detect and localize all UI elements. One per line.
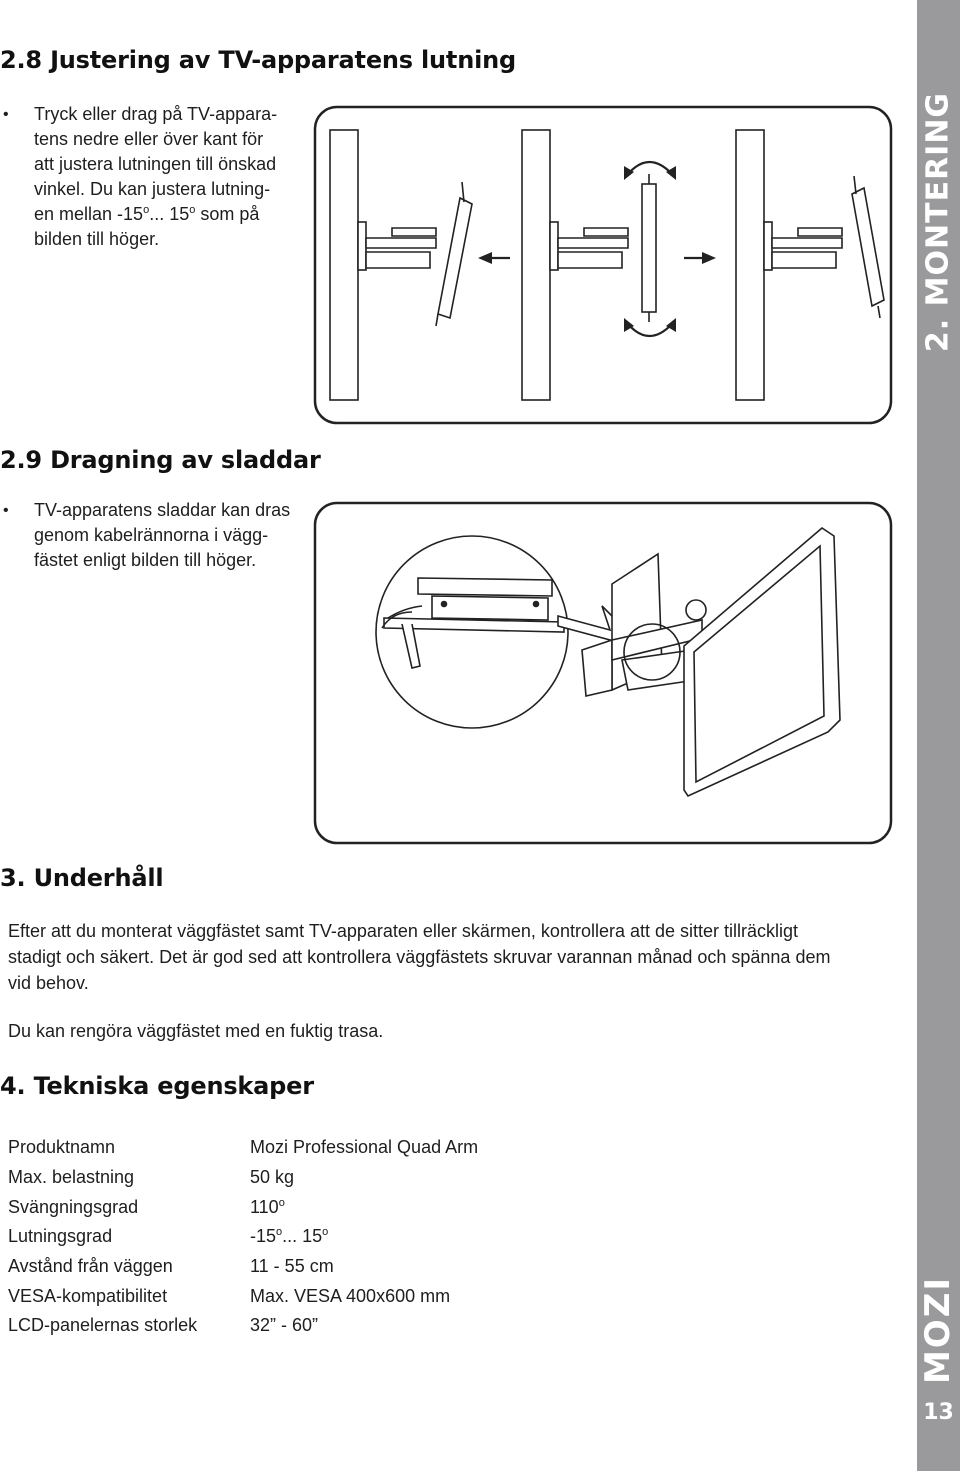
spec-row (8, 1133, 478, 1163)
chapter-title: 2. MONTERING (920, 91, 956, 353)
tilt-line-4: vinkel. Du kan justera lutning- (34, 179, 271, 199)
spec-value: 50 kg (250, 1167, 295, 1188)
spec-label: Max. belastning (8, 1167, 135, 1188)
spec-row (8, 1311, 478, 1341)
spec-row (8, 1192, 478, 1222)
maintenance-line-1: Efter att du monterat väggfästet samt TV-apparaten eller skärmen, kontrollera att de sitter tillräckligt (8, 921, 799, 941)
maintenance-line-2: stadigt och säkert. Det är god sed att kontrollera väggfästets skruvar varannan månad och spänna dem (8, 947, 831, 967)
cable-line-3: fästet enligt bilden till höger. (34, 550, 257, 570)
section-2-9-title: 2.9 Dragning av sladdar (0, 446, 321, 474)
section-4-title: 4. Tekniska egenskaper (0, 1072, 314, 1100)
spec-value: Mozi Professional Quad Arm (250, 1137, 479, 1158)
spec-row (8, 1281, 478, 1311)
bullet-marker: • (3, 502, 9, 519)
cleaning-paragraph: Du kan rengöra väggfästet med en fuktig trasa. (8, 1021, 384, 1041)
spec-label: Avstånd från väggen (8, 1256, 173, 1277)
spec-label: VESA-kompatibilitet (8, 1285, 168, 1306)
brand-logo: MOZI (918, 1275, 958, 1385)
bullet-marker: • (3, 106, 9, 123)
tilt-line-3: att justera lutningen till önskad (34, 154, 277, 174)
section-2-8-title: 2.8 Justering av TV-apparatens lutning (0, 46, 516, 74)
maintenance-paragraph (8, 918, 908, 996)
spec-value: Max. VESA 400x600 mm (250, 1285, 451, 1306)
spec-value: -15$^o$... 15$^o$ (250, 1226, 329, 1247)
spec-label: LCD-panelernas storlek (8, 1315, 198, 1336)
page-number: 13 (923, 1400, 954, 1425)
cable-line-1: TV-apparatens sladdar kan dras (34, 500, 291, 520)
tilt-line-6: bilden till höger. (34, 229, 160, 249)
spec-label: Svängningsgrad (8, 1196, 139, 1217)
spec-value: 110$^o$ (250, 1196, 285, 1217)
spec-row (8, 1163, 478, 1193)
section-3-title: 3. Underhåll (0, 864, 164, 892)
spec-row (8, 1222, 478, 1252)
spec-row (8, 1252, 478, 1282)
cable-line-2: genom kabelrännorna i vägg- (34, 525, 269, 545)
tilt-illustration (312, 104, 894, 426)
cable-illustration (312, 500, 894, 846)
spec-label: Lutningsgrad (8, 1226, 113, 1247)
spec-label: Produktnamn (8, 1137, 116, 1158)
tilt-line-2: tens nedre eller över kant för (34, 129, 264, 149)
specs-table (8, 1133, 478, 1341)
tilt-line-1: Tryck eller drag på TV-appara- (34, 104, 278, 124)
maintenance-line-3: vid behov. (8, 973, 89, 993)
spec-value: 11 - 55 cm (250, 1256, 334, 1277)
tilt-line-5: en mellan -15$^o$... 15$^o$ som på (34, 204, 260, 224)
cable-zoom-detail (376, 536, 568, 728)
spec-value: 32” - 60” (250, 1315, 319, 1336)
